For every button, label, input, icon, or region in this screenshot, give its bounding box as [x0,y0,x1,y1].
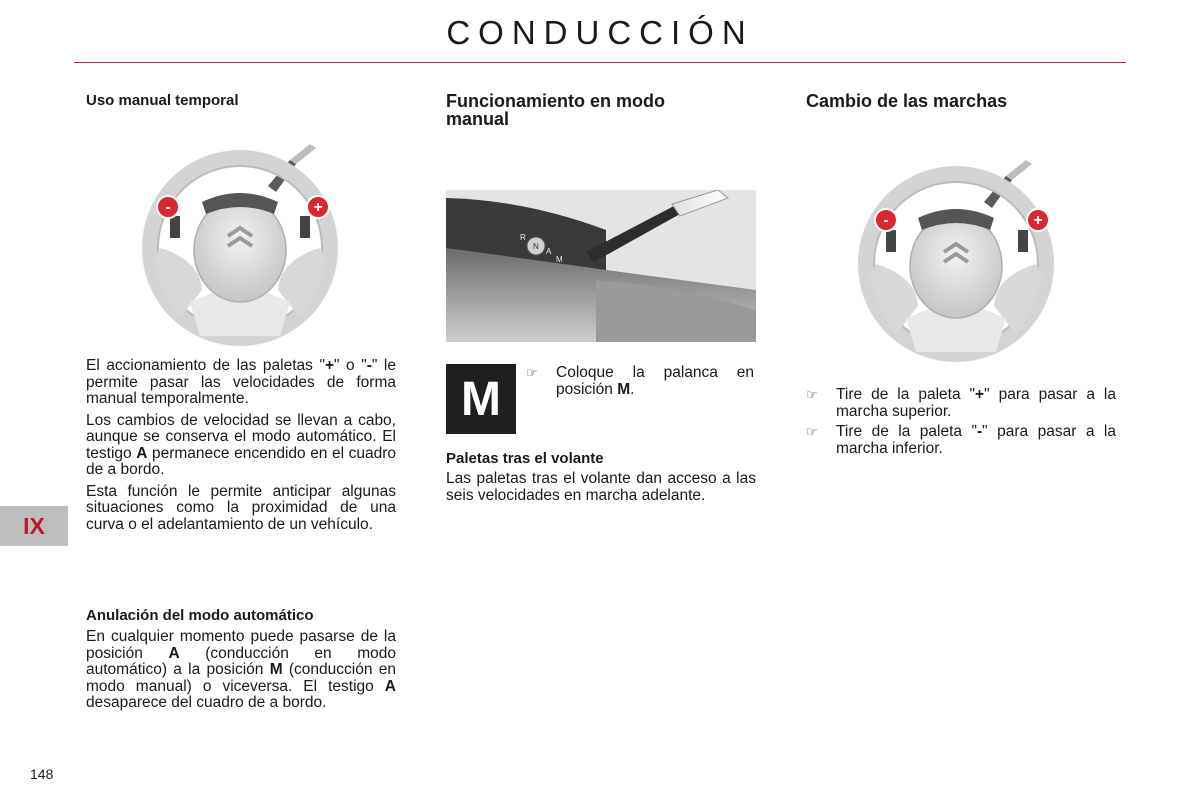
paragraph-paddles: El accionamiento de las paletas "+" o "-" le permite pasar las velocidades de forma manual temporalmente. [86,357,396,407]
column-2-body [446,471,756,509]
paragraph-anticipate: Esta función le permite anticipar algunas situaciones como la proximidad de una curva o el adelantamiento de un vehículo. [86,482,396,533]
pointing-hand-icon: ☞ [526,365,538,380]
wheel-stalk-tip [1006,160,1032,180]
column-1-body [86,358,396,538]
wheel-hub [194,198,286,302]
bullet-downshift: ☞ Tire de la paleta "-" para pasar a la marcha inferior. [806,423,1116,457]
right-paddle [300,216,310,238]
right-paddle [1018,230,1028,252]
wheel-hub [910,214,1002,318]
gear-label-a: A [546,247,552,256]
m-mode-badge: M [446,364,516,434]
pointing-hand-icon: ☞ [806,424,818,439]
steering-wheel-icon [140,140,350,350]
steering-wheel-icon [856,156,1066,366]
column-3-bullets [806,387,1116,461]
column-3-heading: Cambio de las marchas [806,91,1008,111]
column-1-body-2 [86,629,396,717]
column-2-bullets [526,365,754,402]
chapter-tab: IX [0,506,68,546]
column-1-heading: Uso manual temporal [86,92,239,109]
bullet-upshift: ☞ Tire de la paleta "+" para pasar a la marcha superior. [806,386,1116,420]
column-1-heading-2: Anulación del modo automático [86,607,314,624]
page-number: 148 [30,766,54,782]
paragraph-paddles-access: Las paletas tras el volante dan acceso a las seis velocidades en marcha adelante. [446,470,756,504]
paragraph-gear-changes: Los cambios de velocidad se llevan a cabo, aunque se conserva el modo automático. El testigo A permanece encendido en el cuadro de a bordo. [86,411,396,478]
gear-label-n: N [533,242,539,251]
minus-label: - [883,212,889,229]
bullet-select-m: ☞ Coloque la palanca en posición M. [526,364,754,398]
column-2-heading-2: Paletas tras el volante [446,450,604,467]
gear-label-m: M [556,255,563,264]
column-2-heading: Funcionamiento en modo manual [446,91,665,129]
plus-label: + [313,199,323,216]
plus-label: + [1033,212,1043,229]
pointing-hand-icon: ☞ [806,387,818,402]
title-rule [74,62,1126,63]
left-paddle [886,230,896,252]
gear-label-r: R [520,233,526,242]
gear-lever-illustration [446,190,756,342]
left-paddle [170,216,180,238]
minus-label: - [165,199,171,216]
wheel-stalk-tip [290,144,316,164]
page-title: CONDUCCIÓN [446,14,754,51]
paragraph-cancel-auto: En cualquier momento puede pasarse de la posición A (conducción en modo automático) a la posición M (conducción en modo manual) o viceversa. El testigo A desaparece del cuadro de a bordo. [86,628,396,711]
